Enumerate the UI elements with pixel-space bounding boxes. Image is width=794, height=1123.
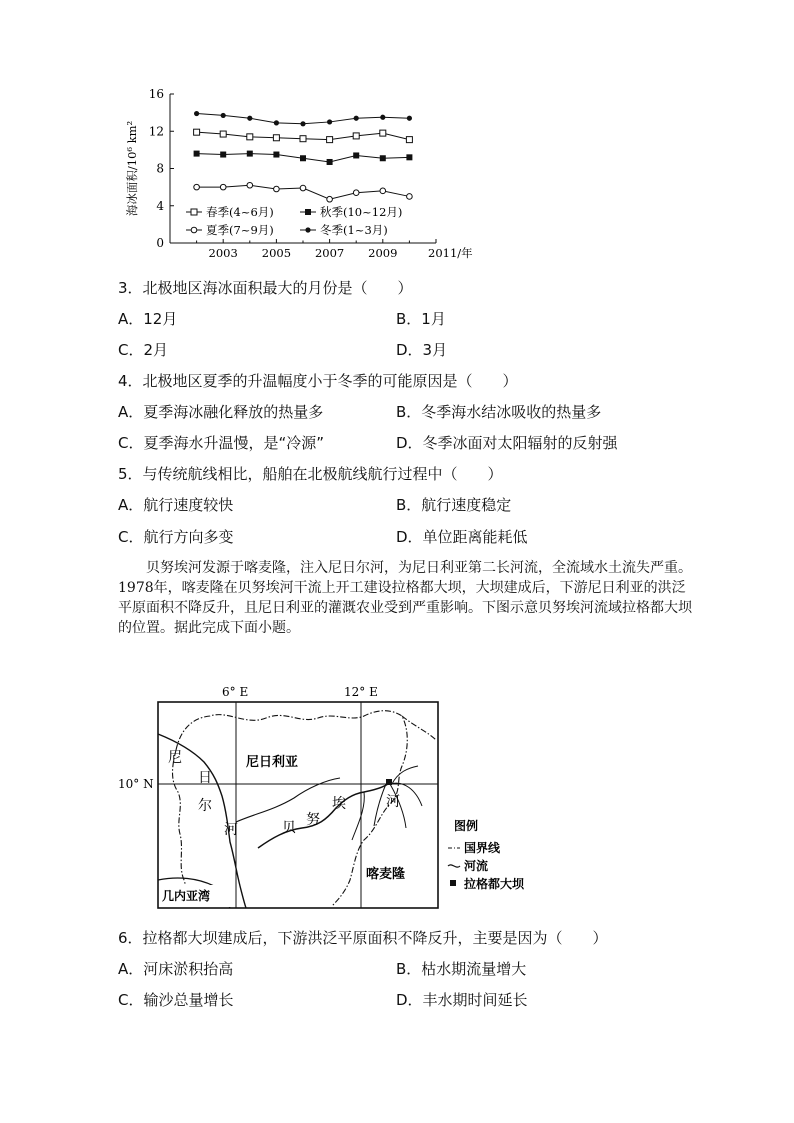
- series-point-3: [327, 119, 332, 124]
- question-5-option-b: B．航行速度稳定: [396, 496, 512, 514]
- legend-label: 夏季(7~9月): [206, 223, 274, 237]
- series-point-2: [300, 185, 306, 191]
- chart-series: [194, 111, 413, 202]
- question-5-option-d: D．单位距离能耗低: [396, 528, 528, 546]
- legend-border-label: 国界线: [464, 841, 501, 855]
- benue-char-1: 贝: [282, 820, 296, 836]
- question-3-stem: 3．北极地区海冰面积最大的月份是（ ）: [118, 279, 413, 297]
- question-6-option-d: D．丰水期时间延长: [396, 991, 528, 1009]
- legend-river-symbol: [448, 865, 460, 867]
- map-legend-title: 图例: [454, 819, 479, 833]
- benue-river-map: [118, 680, 558, 912]
- x-tick-label: 2007: [314, 246, 345, 260]
- series-point-3: [300, 121, 305, 126]
- question-3-option-d: D．3月: [396, 341, 448, 359]
- series-point-0: [220, 131, 226, 137]
- series-point-0: [194, 129, 200, 135]
- series-point-3: [407, 116, 412, 121]
- series-point-1: [220, 152, 226, 158]
- series-point-3: [354, 116, 359, 121]
- x-tick-label: 2009: [368, 246, 398, 260]
- passage-text: 贝努埃河发源于喀麦隆，注入尼日尔河，为尼日利亚第二长河流，全流域水土流失严重。1978年，喀麦隆在贝努埃河干流上开工建设拉格都大坝，大坝建成后，下游尼日利亚的洪泛平原面积不降反升，且尼日利亚的灌溉农业受到严重影响。下图示意贝努埃河流域拉格都大坝的位置。据此完成下面小题。: [118, 560, 692, 636]
- legend-label: 春季(4~6月): [206, 205, 274, 219]
- series-point-0: [300, 136, 306, 142]
- legend-marker: [191, 227, 197, 233]
- cameroon-label: 喀麦隆: [366, 867, 406, 882]
- series-point-2: [274, 186, 280, 192]
- lat-label-10n: 10° N: [118, 777, 154, 791]
- series-point-0: [247, 134, 253, 140]
- question-4-option-a: A．夏季海冰融化释放的热量多: [118, 403, 324, 421]
- x-tick-label: 2003: [208, 246, 238, 260]
- niger-char-3: 尔: [198, 798, 212, 814]
- x-tick-label: 2011/年: [428, 246, 473, 260]
- series-point-1: [247, 151, 253, 157]
- lon-label-6e: 6° E: [222, 685, 249, 699]
- legend-label: 秋季(10~12月): [320, 205, 403, 219]
- niger-char-2: 日: [198, 770, 212, 786]
- niger-border: [173, 750, 191, 906]
- question-3-option-a: A．12月: [118, 310, 178, 328]
- question-4-stem: 4．北极地区夏季的升温幅度小于冬季的可能原因是（ ）: [118, 372, 518, 390]
- series-point-3: [221, 113, 226, 118]
- benue-char-3: 埃: [332, 796, 346, 812]
- series-point-1: [406, 154, 412, 160]
- niger-char-4: 河: [224, 822, 238, 838]
- niger-char-1: 尼: [168, 750, 182, 766]
- question-5-option-a: A．航行速度较快: [118, 496, 234, 514]
- series-point-3: [247, 116, 252, 121]
- reading-passage: [118, 558, 693, 638]
- question-6-option-c: C．输沙总量增长: [118, 991, 234, 1009]
- question-3-option-c: C．2月: [118, 341, 169, 359]
- series-point-2: [327, 196, 333, 202]
- question-5-stem: 5．与传统航线相比，船舶在北极航线航行过程中（ ）: [118, 465, 503, 483]
- legend-label: 冬季(1~3月): [320, 223, 388, 237]
- benue-char-2: 努: [306, 812, 320, 828]
- series-point-2: [353, 190, 359, 196]
- benue-tributary-2: [374, 784, 386, 826]
- series-point-0: [353, 133, 359, 139]
- chart-legend: [186, 205, 402, 237]
- series-point-0: [273, 135, 279, 141]
- question-3-option-b: B．1月: [396, 310, 446, 328]
- question-4-option-d: D．冬季冰面对太阳辐射的反射强: [396, 434, 618, 452]
- benue-headwater: [392, 766, 418, 784]
- chart-axes: [125, 87, 473, 260]
- series-point-1: [327, 159, 333, 165]
- series-point-2: [407, 194, 413, 200]
- question-6-stem: 6．拉格都大坝建成后，下游洪泛平原面积不降反升，主要是因为（ ）: [118, 929, 608, 947]
- series-point-2: [380, 188, 386, 194]
- y-tick-label: 16: [148, 87, 164, 101]
- question-4-option-c: C．夏季海水升温慢，是“冷源”: [118, 434, 325, 452]
- question-5-option-c: C．航行方向多变: [118, 528, 234, 546]
- lagdo-dam-marker: [386, 779, 392, 785]
- nigeria-label: 尼日利亚: [246, 755, 299, 770]
- series-point-1: [273, 152, 279, 158]
- question-6-option-a: A．河床淤积抬高: [118, 960, 234, 978]
- series-point-0: [406, 137, 412, 143]
- legend-marker: [305, 209, 311, 215]
- question-6-option-b: B．枯水期流量增大: [396, 960, 527, 978]
- niger-tributary: [236, 778, 340, 822]
- series-point-1: [380, 155, 386, 161]
- series-point-3: [274, 120, 279, 125]
- benue-river-line: [258, 784, 388, 848]
- legend-river-label: 河流: [464, 859, 489, 873]
- y-tick-label: 8: [156, 161, 164, 176]
- series-point-1: [194, 151, 200, 157]
- series-point-1: [300, 155, 306, 161]
- benue-tributary-1: [352, 792, 364, 840]
- y-axis-label: 海冰面积/10⁶ km²: [125, 120, 139, 217]
- gulf-label: 几内亚湾: [162, 889, 211, 903]
- lon-label-12e: 12° E: [344, 685, 378, 699]
- y-tick-label: 0: [156, 236, 164, 250]
- y-tick-label: 4: [156, 198, 164, 213]
- benue-char-4: 河: [386, 794, 400, 810]
- series-point-3: [194, 111, 199, 116]
- series-point-2: [220, 184, 226, 190]
- series-point-0: [327, 137, 333, 143]
- y-tick-label: 12: [148, 124, 164, 139]
- legend-dam-symbol: [450, 880, 456, 886]
- series-point-1: [353, 152, 359, 158]
- series-point-0: [380, 130, 386, 136]
- series-point-3: [380, 115, 385, 120]
- series-point-2: [194, 184, 200, 190]
- x-tick-label: 2005: [261, 246, 292, 260]
- legend-marker: [305, 227, 310, 232]
- legend-marker: [191, 209, 197, 215]
- legend-dam-label: 拉格都大坝: [464, 877, 525, 891]
- question-4-option-b: B．冬季海水结冰吸收的热量多: [396, 403, 602, 421]
- sea-ice-chart: [118, 82, 473, 264]
- series-point-2: [247, 182, 253, 188]
